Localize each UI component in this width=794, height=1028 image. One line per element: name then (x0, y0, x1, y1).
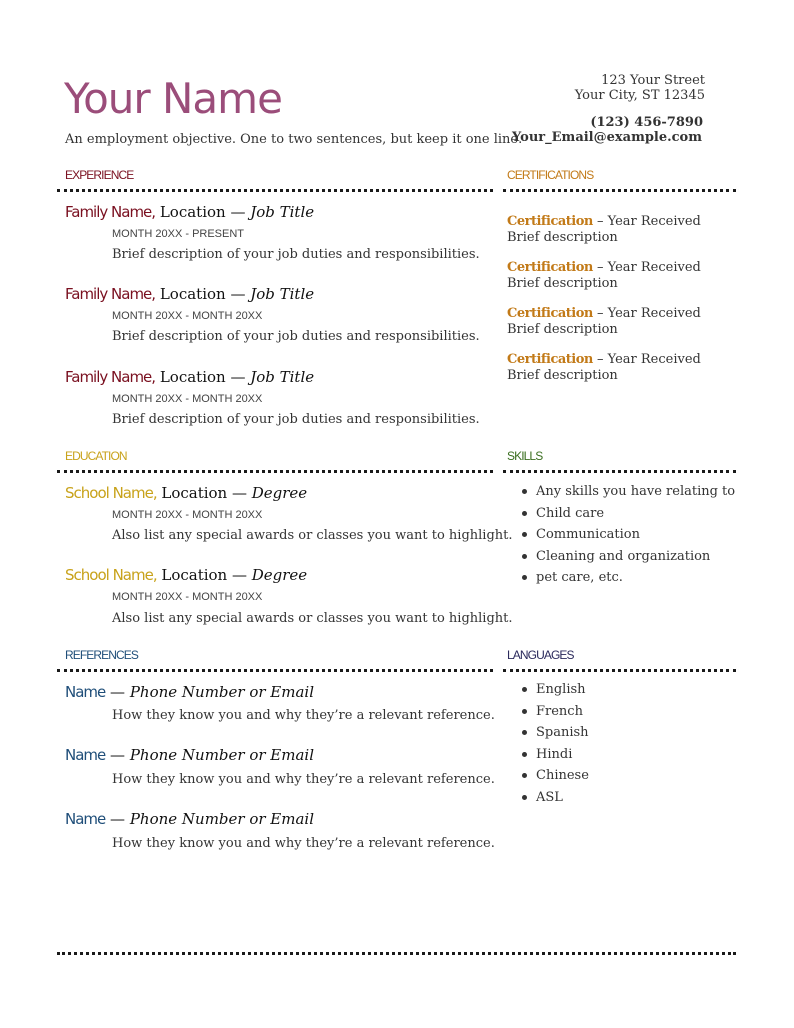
certification-name: Certification (507, 260, 593, 275)
job-title: Job Title (250, 368, 315, 386)
school-location: Location — (156, 484, 252, 502)
reference-name: Name (65, 683, 106, 701)
email-address: Your_Email@example.com (512, 130, 702, 145)
language-item: Chinese (506, 768, 589, 790)
language-item: ASL (506, 790, 589, 812)
job-title: Job Title (250, 285, 315, 303)
school-location: Location — (156, 566, 252, 584)
skill-item: Child care (506, 506, 735, 528)
job-description: Brief description of your job duties and responsibilities. (112, 412, 480, 427)
language-item: English (506, 682, 589, 704)
reference-separator: — (105, 683, 130, 701)
certifications-heading: CERTIFICATIONS (507, 168, 594, 182)
certification-name: Certification (507, 352, 593, 367)
skills-divider (503, 470, 736, 473)
resume-name: Your Name (64, 74, 282, 123)
skill-item: Communication (506, 527, 735, 549)
certification-year: – Year Received (592, 214, 701, 229)
reference-separator: — (105, 810, 130, 828)
experience-entry (65, 203, 314, 221)
education-divider (57, 470, 493, 473)
skills-heading: SKILLS (507, 449, 543, 463)
job-description: Brief description of your job duties and responsibilities. (112, 329, 480, 344)
certification-description: Brief description (507, 368, 618, 383)
reference-entry (65, 683, 314, 701)
certification-description: Brief description (507, 230, 618, 245)
job-title: Job Title (250, 203, 315, 221)
reference-contact: Phone Number or Email (129, 746, 315, 764)
certification-item (507, 214, 701, 246)
certification-item (507, 260, 701, 292)
skill-item: Any skills you have relating to (506, 484, 735, 506)
experience-entry (65, 285, 314, 303)
school-name: School Name, (65, 566, 157, 584)
certification-year: – Year Received (592, 352, 701, 367)
references-heading: REFERENCES (65, 648, 139, 662)
reference-entry (65, 746, 314, 764)
skill-item: Cleaning and organization (506, 549, 735, 571)
skills-list (506, 484, 735, 592)
job-location: Location — (155, 203, 251, 221)
city-state-zip: Your City, ST 12345 (574, 88, 705, 103)
certification-item (507, 306, 701, 338)
job-dates: MONTH 20XX - MONTH 20XX (112, 393, 263, 405)
certifications-divider (503, 189, 736, 192)
education-description: Also list any special awards or classes you want to highlight. (112, 528, 513, 543)
reference-description: How they know you and why they’re a relevant reference. (112, 708, 495, 723)
job-description: Brief description of your job duties and responsibilities. (112, 247, 480, 262)
degree: Degree (251, 566, 308, 584)
education-dates: MONTH 20XX - MONTH 20XX (112, 591, 263, 603)
certification-name: Certification (507, 306, 593, 321)
languages-list (506, 682, 589, 811)
languages-heading: LANGUAGES (507, 648, 574, 662)
skill-item: pet care, etc. (506, 570, 735, 592)
certification-description: Brief description (507, 276, 618, 291)
education-entry (65, 484, 307, 502)
certification-description: Brief description (507, 322, 618, 337)
reference-name: Name (65, 810, 106, 828)
reference-separator: — (105, 746, 130, 764)
certification-year: – Year Received (592, 306, 701, 321)
phone-number: (123) 456-7890 (590, 115, 703, 130)
school-name: School Name, (65, 484, 157, 502)
experience-divider (57, 189, 493, 192)
reference-entry (65, 810, 314, 828)
reference-description: How they know you and why they’re a relevant reference. (112, 836, 495, 851)
job-dates: MONTH 20XX - PRESENT (112, 228, 245, 240)
education-entry (65, 566, 307, 584)
education-heading: EDUCATION (65, 449, 127, 463)
objective-text: An employment objective. One to two sentences, but keep it one line. (65, 132, 523, 147)
language-item: Hindi (506, 747, 589, 769)
reference-contact: Phone Number or Email (129, 683, 315, 701)
education-dates: MONTH 20XX - MONTH 20XX (112, 509, 263, 521)
job-location: Location — (155, 285, 251, 303)
employer-name: Family Name, (65, 203, 156, 221)
experience-entry (65, 368, 314, 386)
job-location: Location — (155, 368, 251, 386)
education-description: Also list any special awards or classes you want to highlight. (112, 611, 513, 626)
employer-name: Family Name, (65, 368, 156, 386)
language-item: French (506, 704, 589, 726)
reference-contact: Phone Number or Email (129, 810, 315, 828)
language-item: Spanish (506, 725, 589, 747)
degree: Degree (251, 484, 308, 502)
experience-heading: EXPERIENCE (65, 168, 134, 182)
footer-divider (57, 952, 736, 955)
employer-name: Family Name, (65, 285, 156, 303)
street-address: 123 Your Street (601, 73, 705, 88)
certification-year: – Year Received (592, 260, 701, 275)
references-divider (57, 669, 493, 672)
job-dates: MONTH 20XX - MONTH 20XX (112, 310, 263, 322)
reference-name: Name (65, 746, 106, 764)
languages-divider (503, 669, 736, 672)
reference-description: How they know you and why they’re a relevant reference. (112, 772, 495, 787)
contact-block (512, 73, 705, 145)
certification-name: Certification (507, 214, 593, 229)
certification-item (507, 352, 701, 384)
